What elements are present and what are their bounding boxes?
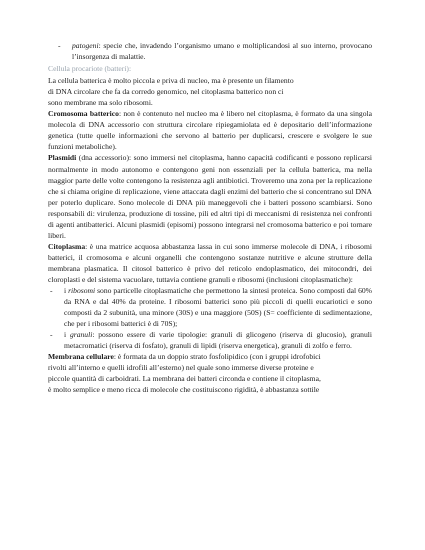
- patogeni-bullet-item: [48, 40, 372, 62]
- bullet-dash: -: [58, 41, 61, 50]
- intro-line-3: sono membrane ma solo ribosomi.: [48, 98, 153, 108]
- plasmidi-term: Plasmidi: [48, 153, 77, 163]
- bullet-dash: -: [50, 286, 53, 296]
- plasmidi-paragraph: [48, 152, 372, 240]
- ribosomi-prefix: i: [64, 286, 69, 296]
- plasmidi-text: (dna accessorio): sono immersi nel citoplasma, hanno capacità codificanti e possono replicarsi normalmente in modo autonomo e contengono geni non essenziali per la cellula batterica, ma nella maggior parte delle volte contengono la resistenza agli antibiotici. Troveremo una zona per la replicazione che si chiama origine di replicazione, viene attaccata dagli enzimi del batterio che si concentrano sul DNA per poterlo duplicare. Sono molecole di DNA più maneggevoli che i batteri possono scambiarsi. Sono responsabili di: virulenza, produzione di tossine, pili ed altri tipi di meccanismi di resistenza nei confronti di agenti antibatterici. Alcuni plasmidi (episomi) possono integrarsi nel cromosoma batterico e poi tornare liberi.: [48, 153, 372, 240]
- intro-line-1: La cellula batterica è molto piccola e priva di nucleo, ma è presente un filamento: [48, 76, 294, 86]
- granuli-prefix: i: [64, 330, 70, 340]
- cromosoma-text: : non è contenuto nel nucleo ma è libero nel citoplasma, è formato da una singola molecola di DNA accessorio con struttura circolare ripiegamiolata ed è depositario dell’informazione genetica (tutte quelle informazioni che servono al batterio per duplicarsi, crescere e svolgere le sue funzioni metaboliche).: [48, 109, 372, 152]
- granuli-bullet-item: [48, 329, 372, 351]
- granuli-text: : possono essere di varie tipologie: granuli di glicogeno (riserva di glucosio), granuli metacromatici (riserva di fosfato), granuli di lipidi (riserva energetica), granuli di zolfo e ferro.: [64, 330, 372, 351]
- ribosomi-bullet-item: [48, 285, 372, 329]
- citoplasma-term: Citoplasma: [48, 241, 86, 251]
- membrana-line-3: piccole quantità di carboidrati. La membrana dei batteri circonda e contiene il citoplasma,: [48, 374, 321, 384]
- membrana-line-1: : è formata da un doppio strato fosfolipidico (con i gruppi idrofobici: [113, 352, 321, 362]
- ribosomi-term: ribosomi: [68, 286, 96, 296]
- membrana-paragraph: [48, 351, 372, 395]
- patogeni-text: : specie che, invadendo l’organismo umano e moltiplicandosi al suo interno, provocano l’insorgenza di malattie.: [72, 41, 372, 62]
- citoplasma-paragraph: [48, 241, 372, 285]
- membrana-line-4: è molto semplice e meno ricca di molecole che costituiscono rigidità, è abbastanza sottile: [48, 385, 320, 395]
- citoplasma-text: : è una matrice acquosa abbastanza lassa in cui sono immerse molecole di DNA, i ribosomi batterici, il cromosoma e alcuni organelli che contengono sostanze nutritive e alcune strutture della membrana plasmatica. Il citosol batterico è privo del reticolo endoplasmatico, dei mitocondri, dei cloroplasti e del sistema vacuolare, tuttavia contiene granuli e ribosomi (inclusioni citoplasmatiche):: [48, 241, 372, 284]
- patogeni-term: patogeni: [72, 41, 99, 50]
- bullet-dash: -: [50, 330, 53, 340]
- membrana-term: Membrana cellulare: [48, 352, 114, 362]
- membrana-line-2: rivolti all’interno e quelli idrofili all’esterno) nel quale sono immerse diverse proteine e: [48, 363, 314, 373]
- document-page: [48, 40, 372, 396]
- intro-line-2: di DNA circolare che fa da corredo genomico, nel citoplasma batterico non ci: [48, 87, 284, 97]
- cromosoma-term: Cromosoma batterico: [48, 109, 119, 119]
- granuli-term: granuli: [69, 330, 93, 340]
- section-heading: Cellula procariote (batteri):: [48, 64, 132, 74]
- ribosomi-text: sono particelle citoplasmatiche che permettono la sintesi proteica. Sono composti dal 60% da RNA e dal 40% da proteine. I ribosomi batterici sono più piccoli di quelli eucariotici e sono composti da 2 subunità, una minore (30S) e una maggiore (50S) (S= coefficiente di sedimentazione, che per i ribosomi batterici è di 70S);: [64, 286, 373, 329]
- cromosoma-paragraph: [48, 108, 372, 152]
- intro-paragraph: [48, 75, 372, 108]
